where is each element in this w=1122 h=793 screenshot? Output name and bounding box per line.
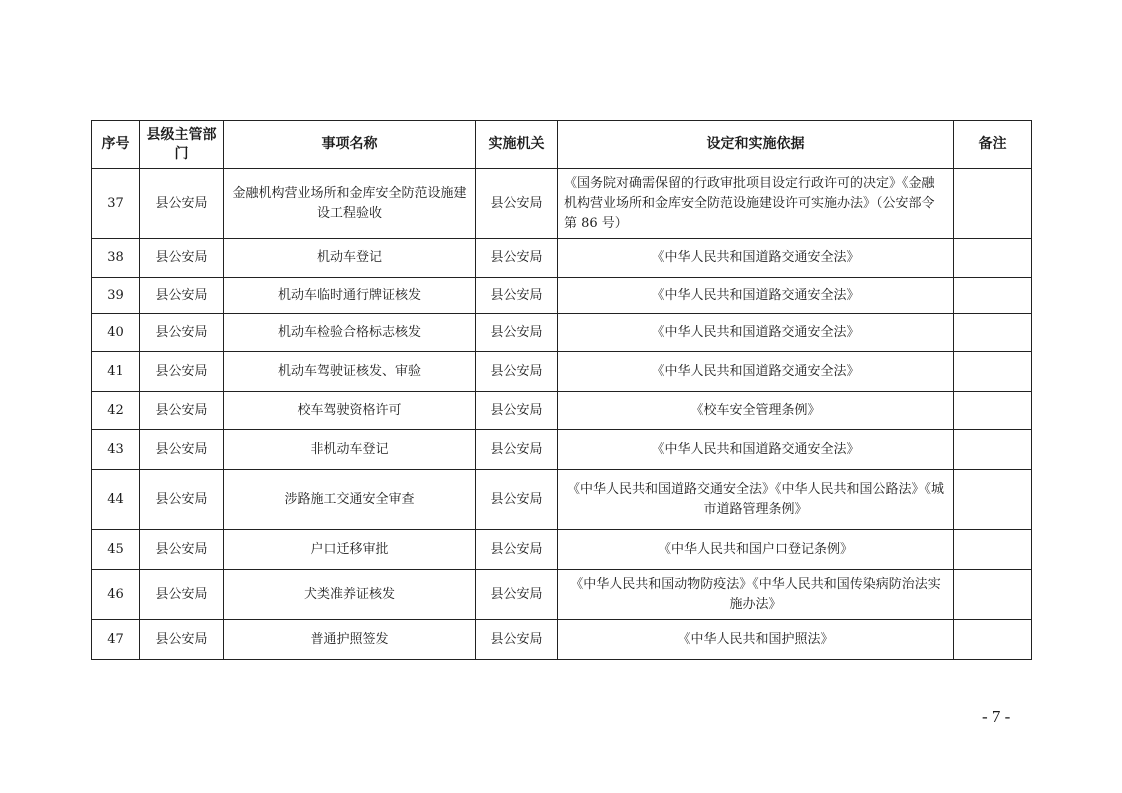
cell-department: 县公安局 bbox=[140, 470, 224, 530]
cell-item-name: 金融机构营业场所和金库安全防范设施建设工程验收 bbox=[224, 169, 476, 239]
approval-items-table bbox=[91, 120, 1032, 660]
cell-remarks bbox=[954, 470, 1032, 530]
cell-serial-number: 46 bbox=[92, 570, 140, 620]
cell-item-name: 机动车驾驶证核发、审验 bbox=[224, 352, 476, 392]
cell-legal-basis: 《国务院对确需保留的行政审批项目设定行政许可的决定》《金融机构营业场所和金库安全防范设施建设许可实施办法》（公安部令第 86 号） bbox=[558, 169, 954, 239]
cell-remarks bbox=[954, 620, 1032, 660]
table-row bbox=[92, 430, 1032, 470]
cell-agency: 县公安局 bbox=[476, 239, 558, 278]
table-body bbox=[92, 169, 1032, 660]
cell-legal-basis: 《中华人民共和国户口登记条例》 bbox=[558, 530, 954, 570]
cell-item-name: 涉路施工交通安全审查 bbox=[224, 470, 476, 530]
header-legal-basis: 设定和实施依据 bbox=[558, 121, 954, 169]
table-row bbox=[92, 314, 1032, 352]
cell-serial-number: 40 bbox=[92, 314, 140, 352]
cell-legal-basis: 《中华人民共和国动物防疫法》《中华人民共和国传染病防治法实施办法》 bbox=[558, 570, 954, 620]
table-row bbox=[92, 239, 1032, 278]
cell-department: 县公安局 bbox=[140, 392, 224, 430]
cell-remarks bbox=[954, 430, 1032, 470]
cell-serial-number: 38 bbox=[92, 239, 140, 278]
table-row bbox=[92, 470, 1032, 530]
cell-legal-basis: 《校车安全管理条例》 bbox=[558, 392, 954, 430]
header-item-name: 事项名称 bbox=[224, 121, 476, 169]
table-row bbox=[92, 530, 1032, 570]
cell-agency: 县公安局 bbox=[476, 392, 558, 430]
cell-department: 县公安局 bbox=[140, 570, 224, 620]
cell-department: 县公安局 bbox=[140, 620, 224, 660]
cell-serial-number: 45 bbox=[92, 530, 140, 570]
cell-serial-number: 41 bbox=[92, 352, 140, 392]
cell-agency: 县公安局 bbox=[476, 278, 558, 314]
table-header-row bbox=[92, 121, 1032, 169]
cell-item-name: 户口迁移审批 bbox=[224, 530, 476, 570]
cell-item-name: 非机动车登记 bbox=[224, 430, 476, 470]
cell-remarks bbox=[954, 570, 1032, 620]
cell-department: 县公安局 bbox=[140, 352, 224, 392]
cell-department: 县公安局 bbox=[140, 530, 224, 570]
table-row bbox=[92, 169, 1032, 239]
cell-department: 县公安局 bbox=[140, 278, 224, 314]
cell-serial-number: 37 bbox=[92, 169, 140, 239]
cell-agency: 县公安局 bbox=[476, 314, 558, 352]
header-implementing-agency: 实施机关 bbox=[476, 121, 558, 169]
cell-remarks bbox=[954, 352, 1032, 392]
cell-legal-basis: 《中华人民共和国道路交通安全法》 bbox=[558, 278, 954, 314]
page-number: - 7 - bbox=[982, 707, 1011, 726]
cell-agency: 县公安局 bbox=[476, 530, 558, 570]
table-row bbox=[92, 392, 1032, 430]
header-remarks: 备注 bbox=[954, 121, 1032, 169]
cell-department: 县公安局 bbox=[140, 239, 224, 278]
cell-serial-number: 43 bbox=[92, 430, 140, 470]
cell-agency: 县公安局 bbox=[476, 470, 558, 530]
cell-remarks bbox=[954, 392, 1032, 430]
cell-remarks bbox=[954, 530, 1032, 570]
cell-remarks bbox=[954, 169, 1032, 239]
cell-serial-number: 39 bbox=[92, 278, 140, 314]
cell-legal-basis: 《中华人民共和国护照法》 bbox=[558, 620, 954, 660]
cell-agency: 县公安局 bbox=[476, 169, 558, 239]
cell-department: 县公安局 bbox=[140, 169, 224, 239]
cell-agency: 县公安局 bbox=[476, 430, 558, 470]
cell-item-name: 机动车登记 bbox=[224, 239, 476, 278]
cell-legal-basis: 《中华人民共和国道路交通安全法》 bbox=[558, 352, 954, 392]
cell-legal-basis: 《中华人民共和国道路交通安全法》 bbox=[558, 430, 954, 470]
cell-serial-number: 42 bbox=[92, 392, 140, 430]
cell-item-name: 校车驾驶资格许可 bbox=[224, 392, 476, 430]
table-row bbox=[92, 570, 1032, 620]
cell-item-name: 犬类准养证核发 bbox=[224, 570, 476, 620]
cell-item-name: 机动车检验合格标志核发 bbox=[224, 314, 476, 352]
cell-department: 县公安局 bbox=[140, 430, 224, 470]
cell-serial-number: 47 bbox=[92, 620, 140, 660]
cell-agency: 县公安局 bbox=[476, 570, 558, 620]
cell-remarks bbox=[954, 278, 1032, 314]
cell-agency: 县公安局 bbox=[476, 352, 558, 392]
header-county-department: 县级主管部门 bbox=[140, 121, 224, 169]
cell-legal-basis: 《中华人民共和国道路交通安全法》《中华人民共和国公路法》《城市道路管理条例》 bbox=[558, 470, 954, 530]
table-row bbox=[92, 278, 1032, 314]
cell-remarks bbox=[954, 239, 1032, 278]
cell-legal-basis: 《中华人民共和国道路交通安全法》 bbox=[558, 314, 954, 352]
cell-serial-number: 44 bbox=[92, 470, 140, 530]
cell-agency: 县公安局 bbox=[476, 620, 558, 660]
cell-department: 县公安局 bbox=[140, 314, 224, 352]
cell-legal-basis: 《中华人民共和国道路交通安全法》 bbox=[558, 239, 954, 278]
cell-remarks bbox=[954, 314, 1032, 352]
table-row bbox=[92, 352, 1032, 392]
header-serial-number: 序号 bbox=[92, 121, 140, 169]
cell-item-name: 机动车临时通行牌证核发 bbox=[224, 278, 476, 314]
cell-item-name: 普通护照签发 bbox=[224, 620, 476, 660]
table-row bbox=[92, 620, 1032, 660]
